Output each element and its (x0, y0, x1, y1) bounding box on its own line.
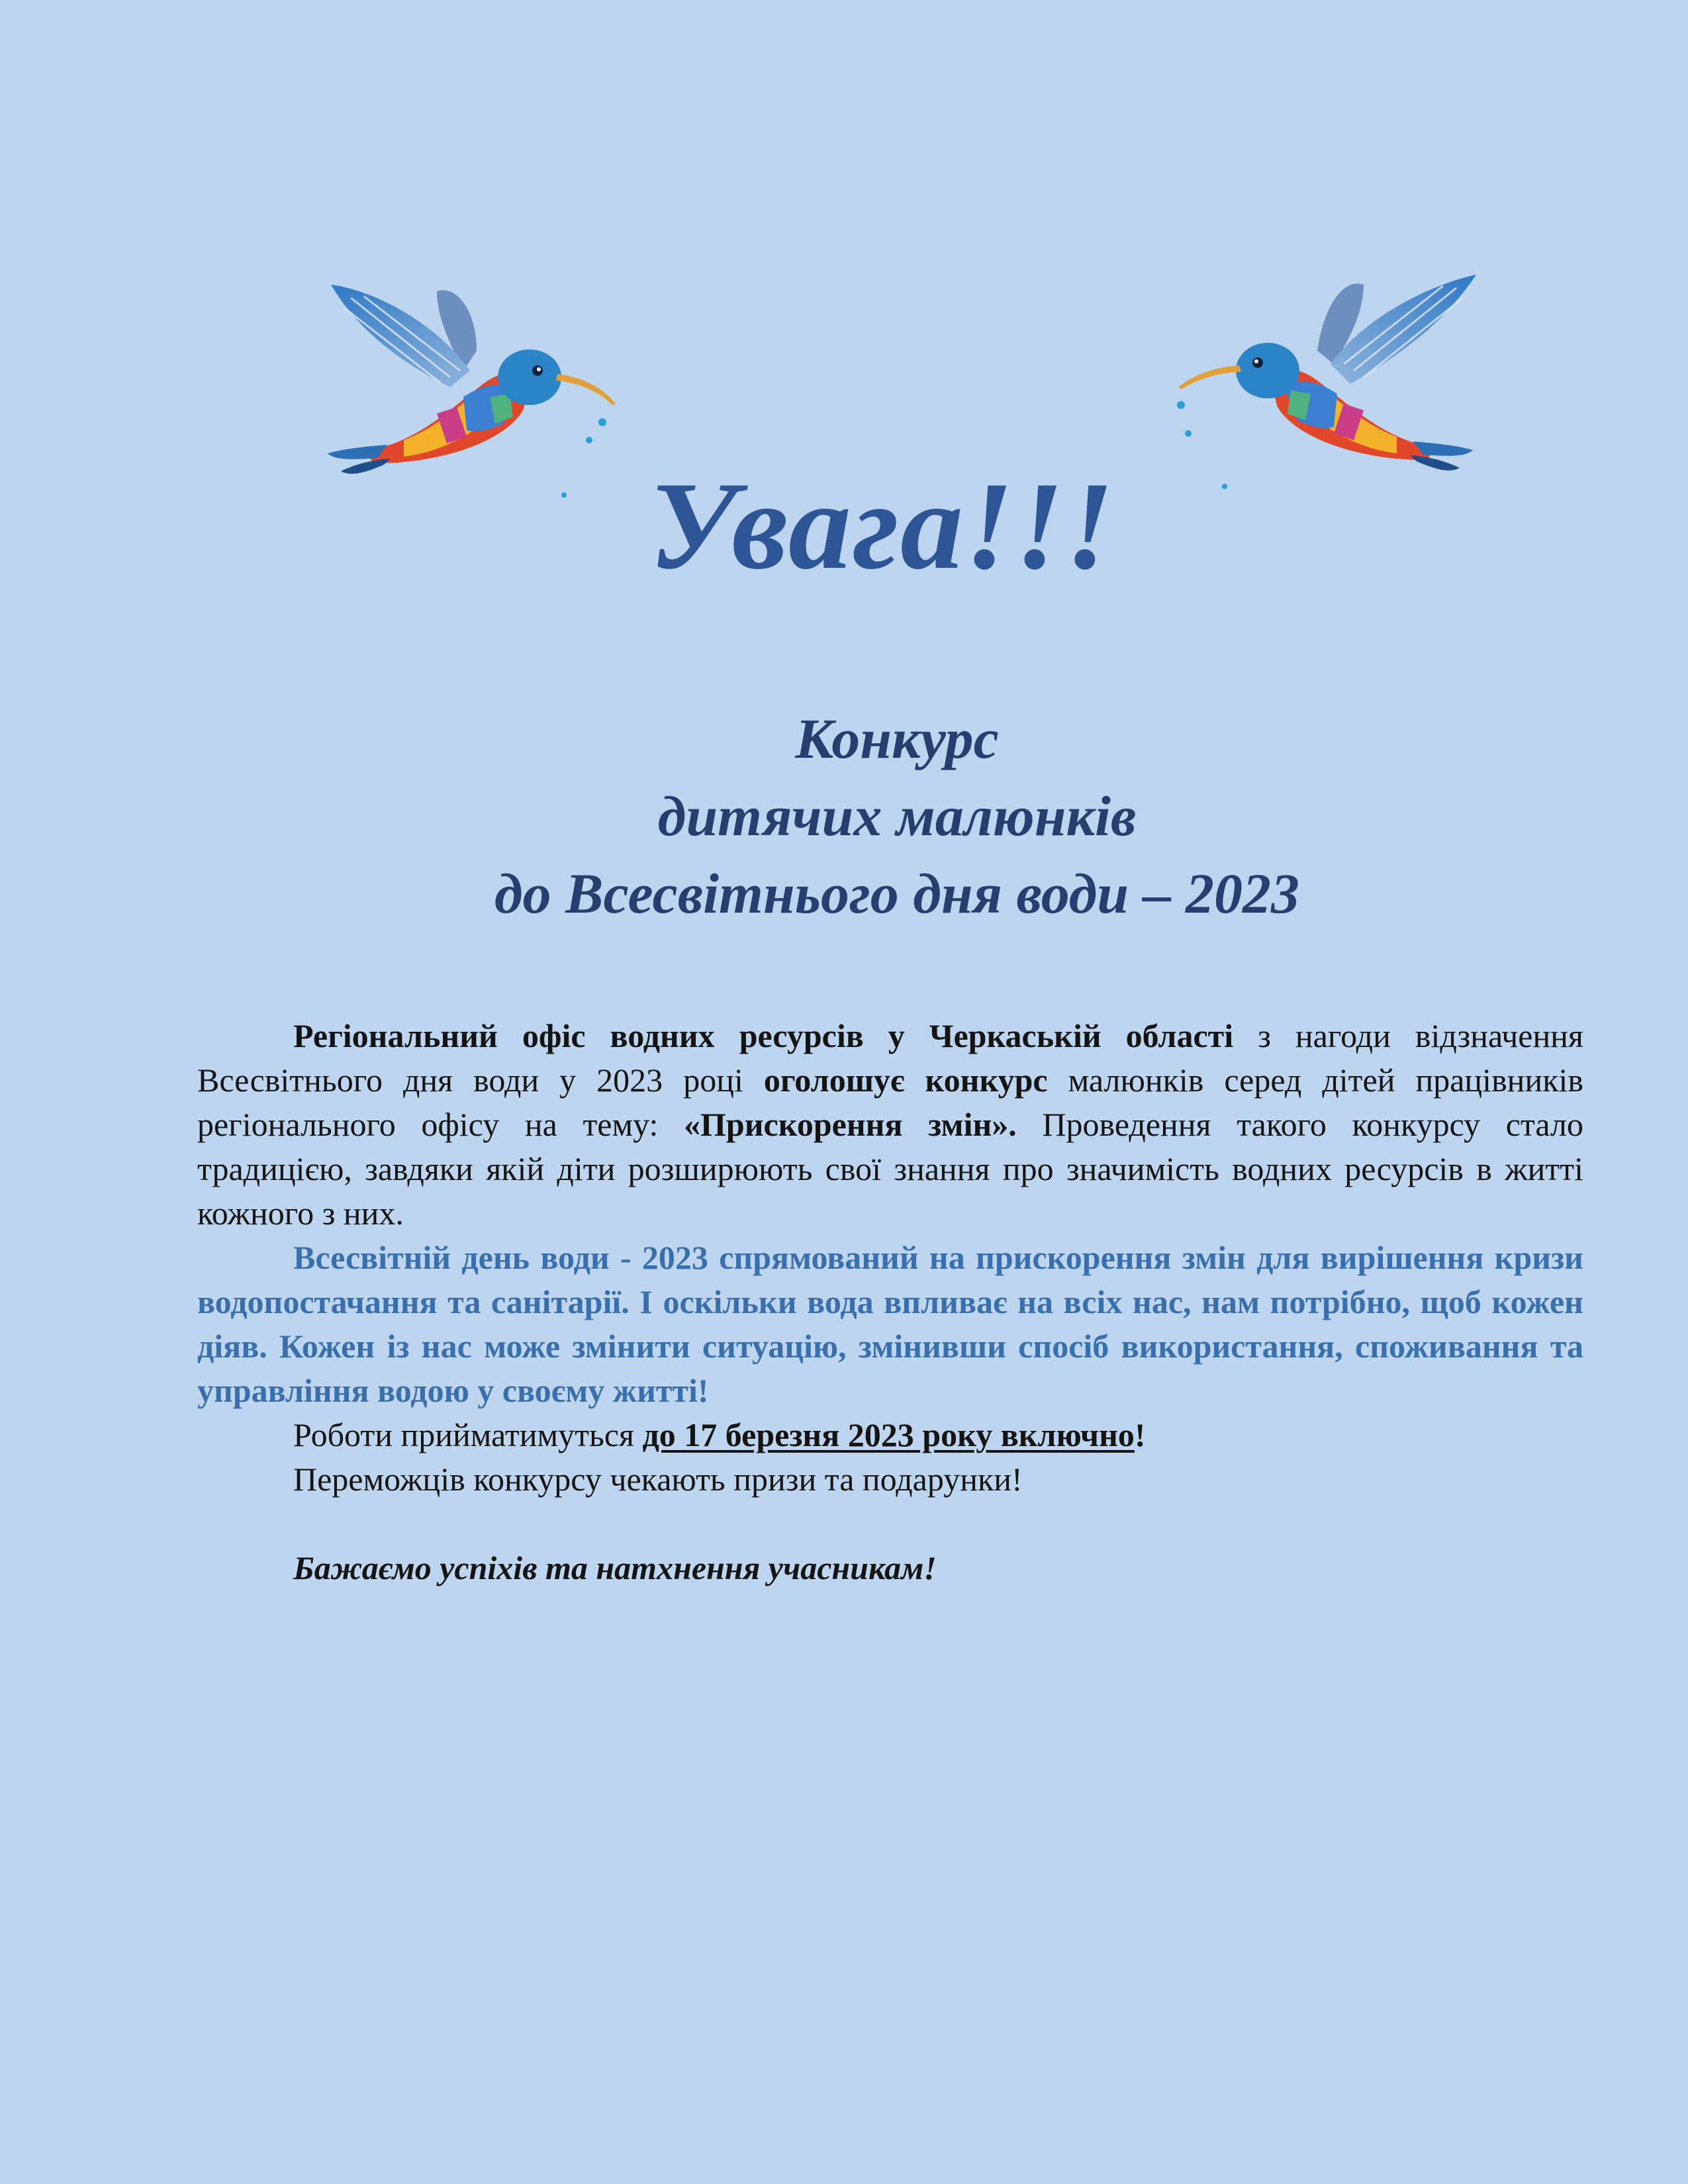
organization-name: Регіональний офіс водних ресурсів у Черкаській області (293, 1017, 1234, 1054)
announcement-body (197, 1014, 1583, 1590)
prizes-line: Переможців конкурсу чекають призи та подарунки! (293, 1461, 1023, 1498)
paragraph-text: малюнків серед дітей працівників регіонального офісу на тему: (197, 1062, 1583, 1143)
contest-title-line-1: Конкурс (795, 707, 999, 770)
paragraph-text: Проведення такого конкурсу стало традицією, завдяки якій діти розширюють свої знання про значимість водних ресурсів в житті кожного з них. (197, 1106, 1583, 1232)
paragraph-world-water-day: Всесвітній день води - 2023 спрямований на прискорення змін для вирішення кризи водопостачання та санітарії. І оскільки вода впливає на всіх нас, нам потрібно, щоб кожен діяв. Кожен із нас може змінити ситуацію, змінивши спосіб використання, споживання та управління водою у своєму житті! (197, 1239, 1583, 1409)
deadline-prefix: Роботи прийматимуться (293, 1416, 643, 1453)
paragraph-text: з нагоди відзначення Всесвітнього дня води у 2023 році (197, 1017, 1583, 1099)
announce-phrase: оголошує конкурс (763, 1062, 1048, 1099)
contest-theme: «Прискорення змін». (684, 1106, 1017, 1143)
headline-attention: Увага!!! (649, 457, 1115, 596)
paragraph-announcement (197, 1014, 1583, 1236)
contest-title (0, 700, 1688, 933)
spacer (197, 1502, 1583, 1546)
deadline-suffix: ! (1134, 1416, 1146, 1453)
contest-title-line-2: дитячих малюнків (657, 784, 1137, 848)
wish-line: Бажаємо успіхів та натхнення учасникам! (293, 1549, 937, 1586)
deadline-line (197, 1413, 1583, 1457)
contest-title-line-3: до Всесвітнього дня води – 2023 (494, 862, 1300, 925)
deadline-date: до 17 березня 2023 року включно (642, 1416, 1135, 1453)
